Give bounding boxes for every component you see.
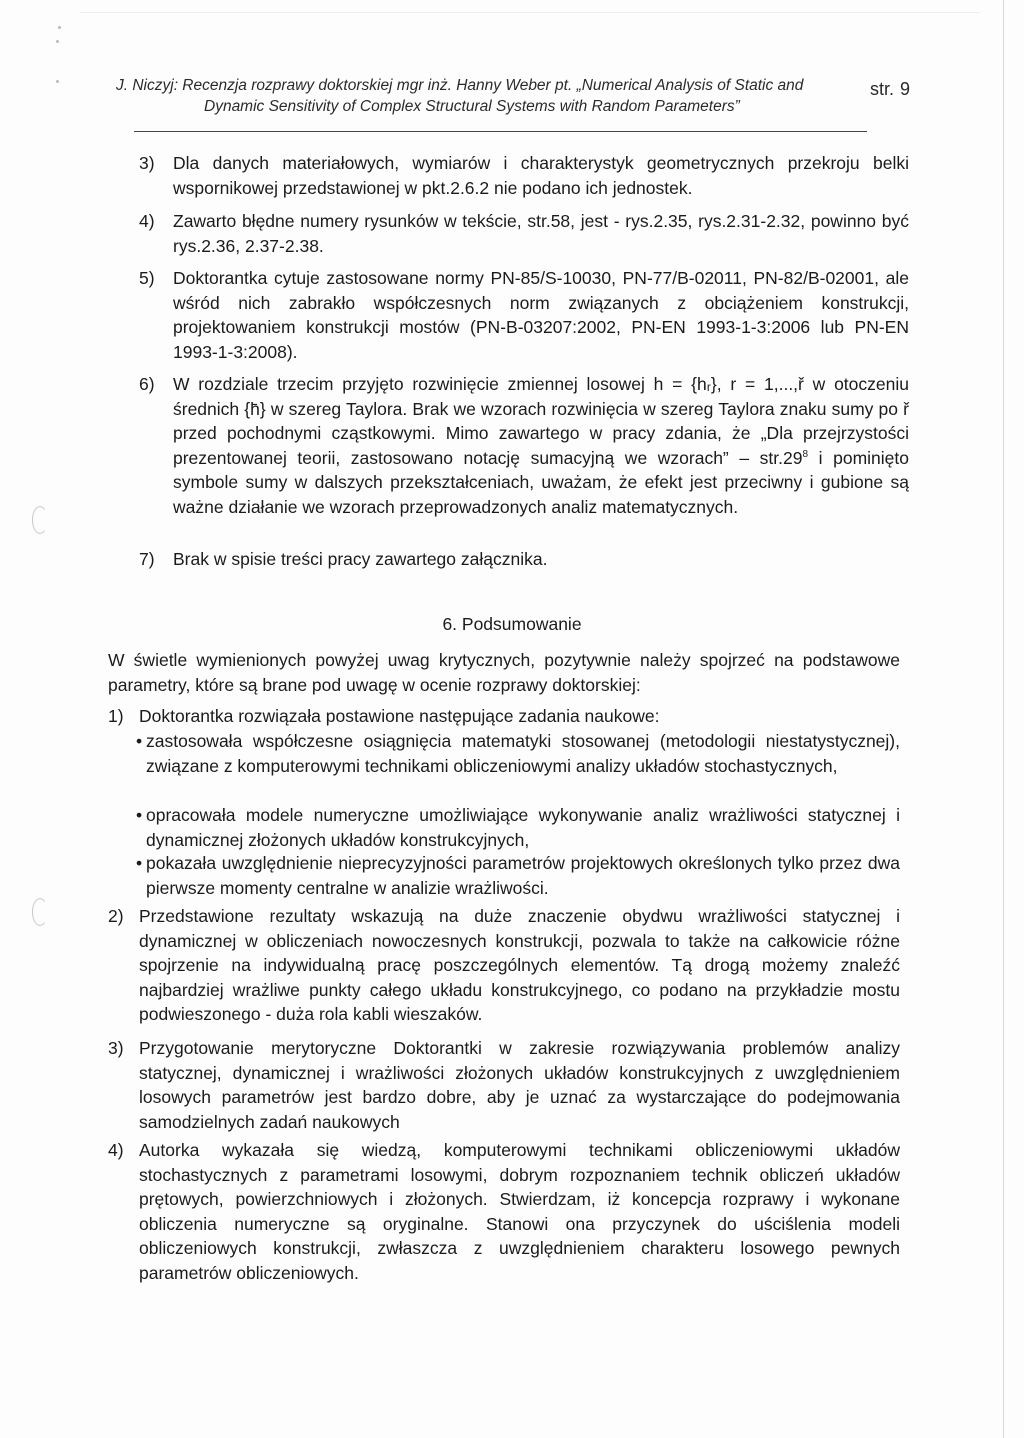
bullet-text: opracowała modele numeryczne umożliwiające wykonywanie analiz wrażliwości statycznej i dynamicznej złożonych układów konstrukcyjnych,: [146, 805, 900, 850]
bullet-icon: •: [136, 853, 143, 873]
remark-number: 6): [139, 374, 155, 394]
summary-point-3: [108, 1036, 900, 1134]
remark-item-6: [139, 372, 909, 519]
summary-intro-paragraph: W świetle wymienionych powyżej uwag krytycznych, pozytywnie należy spojrzeć na podstawowe parametry, które są brane pod uwagę w ocenie rozprawy doktorskiej:: [108, 650, 900, 695]
remark-text: Doktorantka cytuje zastosowane normy PN-85/S-10030, PN-77/B-02011, PN-82/B-02001, ale wśród nich zabrakło współczesnych norm związanych z obciążeniem konstrukcji, projektowaniem konstrukcji mostów (PN-B-03207:2002, PN-EN 1993-1-3:2006 lub PN-EN 1993-1-3:2008).: [173, 268, 909, 362]
section-title: 6. Podsumowanie: [442, 614, 582, 634]
bullet-icon: •: [136, 731, 143, 751]
running-header: [116, 75, 936, 117]
remark-item-3: [139, 151, 909, 200]
remark-text-part-b: i pominięto symbole sumy w dalszych przekształceniach, uważam, że efekt jest przeciwny i gubione są ważne działanie we wzorach przeprowadzonych analiz matematycznych.: [173, 447, 909, 517]
summary-point-number: 3): [108, 1038, 124, 1058]
bullet-text: zastosowała współczesne osiągnięcia matematyki stosowanej (metodologii niestatystycznej), związane z komputerowymi technikami obliczeniowymi analizy układów stochastycznych,: [146, 731, 900, 776]
summary-point-2: [108, 904, 900, 1027]
summary-point-1: [108, 704, 900, 729]
remark-number: 5): [139, 268, 155, 288]
summary-bullet-3: [136, 851, 900, 900]
scan-edge-line: [1003, 0, 1004, 1438]
remark-text-part-a: W rozdziale trzecim przyjęto rozwinięcie zmiennej losowej h = {hᵣ}, r = 1,...,ř w otoczeniu średnich {h̄} w szereg Taylora. Brak we wzorach rozwinięcia w szereg Taylora znaku sumy po ř przed pochodnymi cząstkowymi. Mimo zawartego w pracy zdania, że „Dla przejrzystości prezentowanej teorii, zastosowano notację sumacyjną we wzorach” – str.29: [173, 374, 909, 468]
footnote-reference: 8: [802, 448, 809, 460]
page-number-value: 9: [900, 79, 911, 99]
summary-bullet-2: [136, 803, 900, 852]
header-line-2: Dynamic Sensitivity of Complex Structural Systems with Random Parameters”: [204, 98, 740, 115]
remark-number: 4): [139, 211, 155, 231]
summary-point-4: [108, 1138, 900, 1285]
scan-top-line: [80, 12, 980, 13]
remark-item-7: [139, 547, 909, 572]
summary-point-number: 2): [108, 906, 124, 926]
punch-hole-mark: [32, 506, 48, 534]
remark-text: [139, 372, 909, 519]
header-divider: [134, 131, 867, 132]
bullet-text: pokazała uwzględnienie nieprecyzyjności parametrów projektowych określonych tylko przez dwa pierwsze momenty centralne w analizie wrażliwości.: [146, 853, 900, 898]
summary-point-text: Doktorantka rozwiązała postawione następujące zadania naukowe:: [139, 706, 660, 726]
remark-text: Zawarto błędne numery rysunków w tekście, str.58, jest - rys.2.35, rys.2.31-2.32, powinno być rys.2.36, 2.37-2.38.: [173, 211, 909, 256]
header-line-1: J. Niczyj: Recenzja rozprawy doktorskiej mgr inż. Hanny Weber pt. „Numerical Analysis of Static and: [116, 77, 804, 94]
summary-point-number: 1): [108, 706, 124, 726]
scan-dot: [56, 80, 59, 83]
scan-dot: [58, 26, 61, 29]
scan-dot: [56, 40, 59, 43]
punch-hole-mark: [32, 898, 48, 926]
remark-item-5: [139, 266, 909, 364]
page-label: str.: [870, 79, 895, 99]
summary-point-text: Autorka wykazała się wiedzą, komputerowymi technikami obliczeniowymi układów stochastycznych z parametrami losowymi, dobrym rozpoznaniem technik obliczeń układów prętowych, powierzchniowych i złożonych. Stwierdzam, iż koncepcja rozprawy i wykonane obliczenia numeryczne są oryginalne. Stanowi ona przyczynek do uściślenia modeli obliczeniowych konstrukcji, zwłaszcza z uwzględnieniem charakteru losowego pewnych parametrów obliczeniowych.: [139, 1140, 900, 1283]
summary-point-text: Przedstawione rezultaty wskazują na duże znaczenie obydwu wrażliwości statycznej i dynamicznej w obliczeniach nowoczesnych konstrukcji, pozwala to także na całkowicie różne spojrzenie na indywidualną pracę poszczególnych elementów. Tą drogą możemy znaleźć najbardziej wrażliwe punkty całego układu konstrukcyjnego, co podano na przykładzie mostu podwieszonego - duża rola kabli wieszaków.: [139, 906, 900, 1024]
summary-point-number: 4): [108, 1140, 124, 1160]
summary-bullet-1: [136, 729, 900, 778]
bullet-icon: •: [136, 805, 143, 825]
remark-number: 3): [139, 153, 155, 173]
remark-text: Brak w spisie treści pracy zawartego załącznika.: [173, 549, 548, 569]
remark-number: 7): [139, 549, 155, 569]
page-number: [870, 79, 910, 100]
remark-text: Dla danych materiałowych, wymiarów i charakterystyk geometrycznych przekroju belki wspornikowej przedstawionej w pkt.2.6.2 nie podano ich jednostek.: [173, 153, 909, 198]
summary-point-text: Przygotowanie merytoryczne Doktorantki w zakresie rozwiązywania problemów analizy statycznej, dynamicznej i wrażliwości złożonych układów konstrukcyjnych z uwzględnieniem losowych parametrów jest bardzo dobre, aby je uznać za wystarczające do podejmowania samodzielnych zadań naukowych: [139, 1038, 900, 1132]
remark-item-4: [139, 209, 909, 258]
